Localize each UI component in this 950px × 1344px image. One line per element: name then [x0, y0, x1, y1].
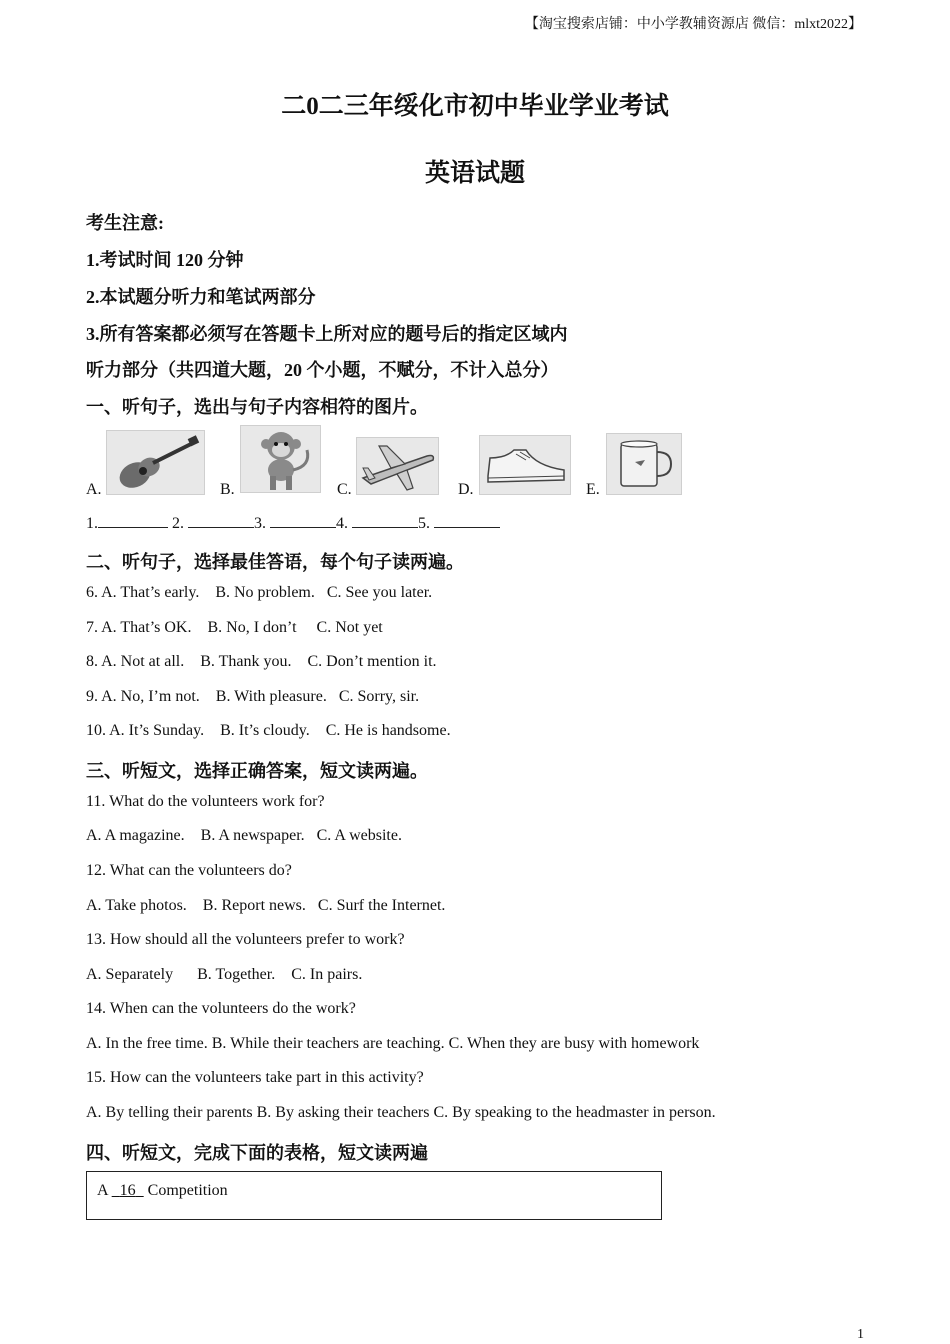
sneaker-icon: [479, 435, 571, 495]
blank-label: 1.: [86, 515, 98, 532]
monkey-icon: [240, 425, 321, 493]
blank-label: 4.: [336, 515, 348, 532]
exam-title: 二0二三年绥化市初中毕业学业考试: [281, 93, 669, 120]
airplane-icon: [356, 437, 439, 495]
picture-label-a: A.: [86, 481, 102, 498]
options-line: A. By telling their parents B. By asking their teachers C. By speaking to the headmaster in person.: [86, 1104, 716, 1121]
section3-heading: 三、听短文，选择正确答案，短文读两遍。: [86, 761, 428, 781]
listening-heading: 听力部分（共四道大题，20 个小题，不赋分，不计入总分）: [86, 360, 559, 380]
notice-item: 3.所有答案都必须写在答题卡上所对应的题号后的指定区域内: [86, 324, 568, 344]
answer-blank[interactable]: [352, 513, 418, 528]
question-line: 7. A. That’s OK. B. No, I don’t C. Not yet: [86, 619, 383, 636]
table-suffix: Competition: [147, 1182, 228, 1199]
mug-icon: [606, 433, 682, 495]
options-line: A. Take photos. B. Report news. C. Surf the Internet.: [86, 897, 446, 914]
question-line: 6. A. That’s early. B. No problem. C. See you later.: [86, 584, 433, 601]
table-cell: [97, 1182, 228, 1200]
picture-label-e: E.: [586, 481, 600, 498]
answer-blanks-row: [86, 513, 500, 533]
blank-number: 16: [119, 1182, 136, 1199]
options-line: A. Separately B. Together. C. In pairs.: [86, 966, 363, 983]
answer-blank[interactable]: [270, 513, 336, 528]
question-line: 15. How can the volunteers take part in this activity?: [86, 1069, 424, 1086]
table-prefix: A: [97, 1182, 108, 1199]
question-line: 12. What can the volunteers do?: [86, 862, 292, 879]
answer-blank[interactable]: [98, 513, 168, 528]
answer-blank[interactable]: [434, 513, 500, 528]
picture-label-d: D.: [458, 481, 474, 498]
picture-label-b: B.: [220, 481, 235, 498]
blank-label: 3.: [254, 515, 266, 532]
exam-subtitle: 英语试题: [424, 160, 525, 187]
question-line: 10. A. It’s Sunday. B. It’s cloudy. C. He is handsome.: [86, 722, 451, 739]
notice-heading: 考生注意:: [86, 213, 164, 233]
question-line: 13. How should all the volunteers prefer to work?: [86, 931, 405, 948]
blank-label: 5.: [418, 515, 430, 532]
section4-heading: 四、听短文，完成下面的表格，短文读两遍: [86, 1143, 428, 1163]
section1-heading: 一、听句子，选出与句子内容相符的图片。: [86, 397, 428, 417]
answer-blank[interactable]: [188, 513, 254, 528]
question-line: 14. When can the volunteers do the work?: [86, 1000, 356, 1017]
blank-label: 2.: [172, 515, 184, 532]
question-line: 11. What do the volunteers work for?: [86, 793, 325, 810]
section2-heading: 二、听句子，选择最佳答语，每个句子读两遍。: [86, 552, 464, 572]
guitar-icon: [106, 430, 205, 495]
picture-label-c: C.: [337, 481, 352, 498]
question-line: 8. A. Not at all. B. Thank you. C. Don’t mention it.: [86, 653, 437, 670]
notice-item: 1.考试时间 120 分钟: [86, 250, 244, 270]
question-line: 9. A. No, I’m not. B. With pleasure. C. Sorry, sir.: [86, 688, 420, 705]
notice-item: 2.本试题分听力和笔试两部分: [86, 287, 316, 307]
answer-table: [86, 1171, 662, 1220]
page-number: 1: [857, 1327, 864, 1342]
options-line: A. A magazine. B. A newspaper. C. A website.: [86, 827, 402, 844]
blank-16[interactable]: [112, 1182, 144, 1199]
header-note: 【淘宝搜索店铺：中小学教辅资源店 微信：mlxt2022】: [524, 17, 862, 32]
options-line: A. In the free time. B. While their teachers are teaching. C. When they are busy with homework: [86, 1035, 700, 1052]
